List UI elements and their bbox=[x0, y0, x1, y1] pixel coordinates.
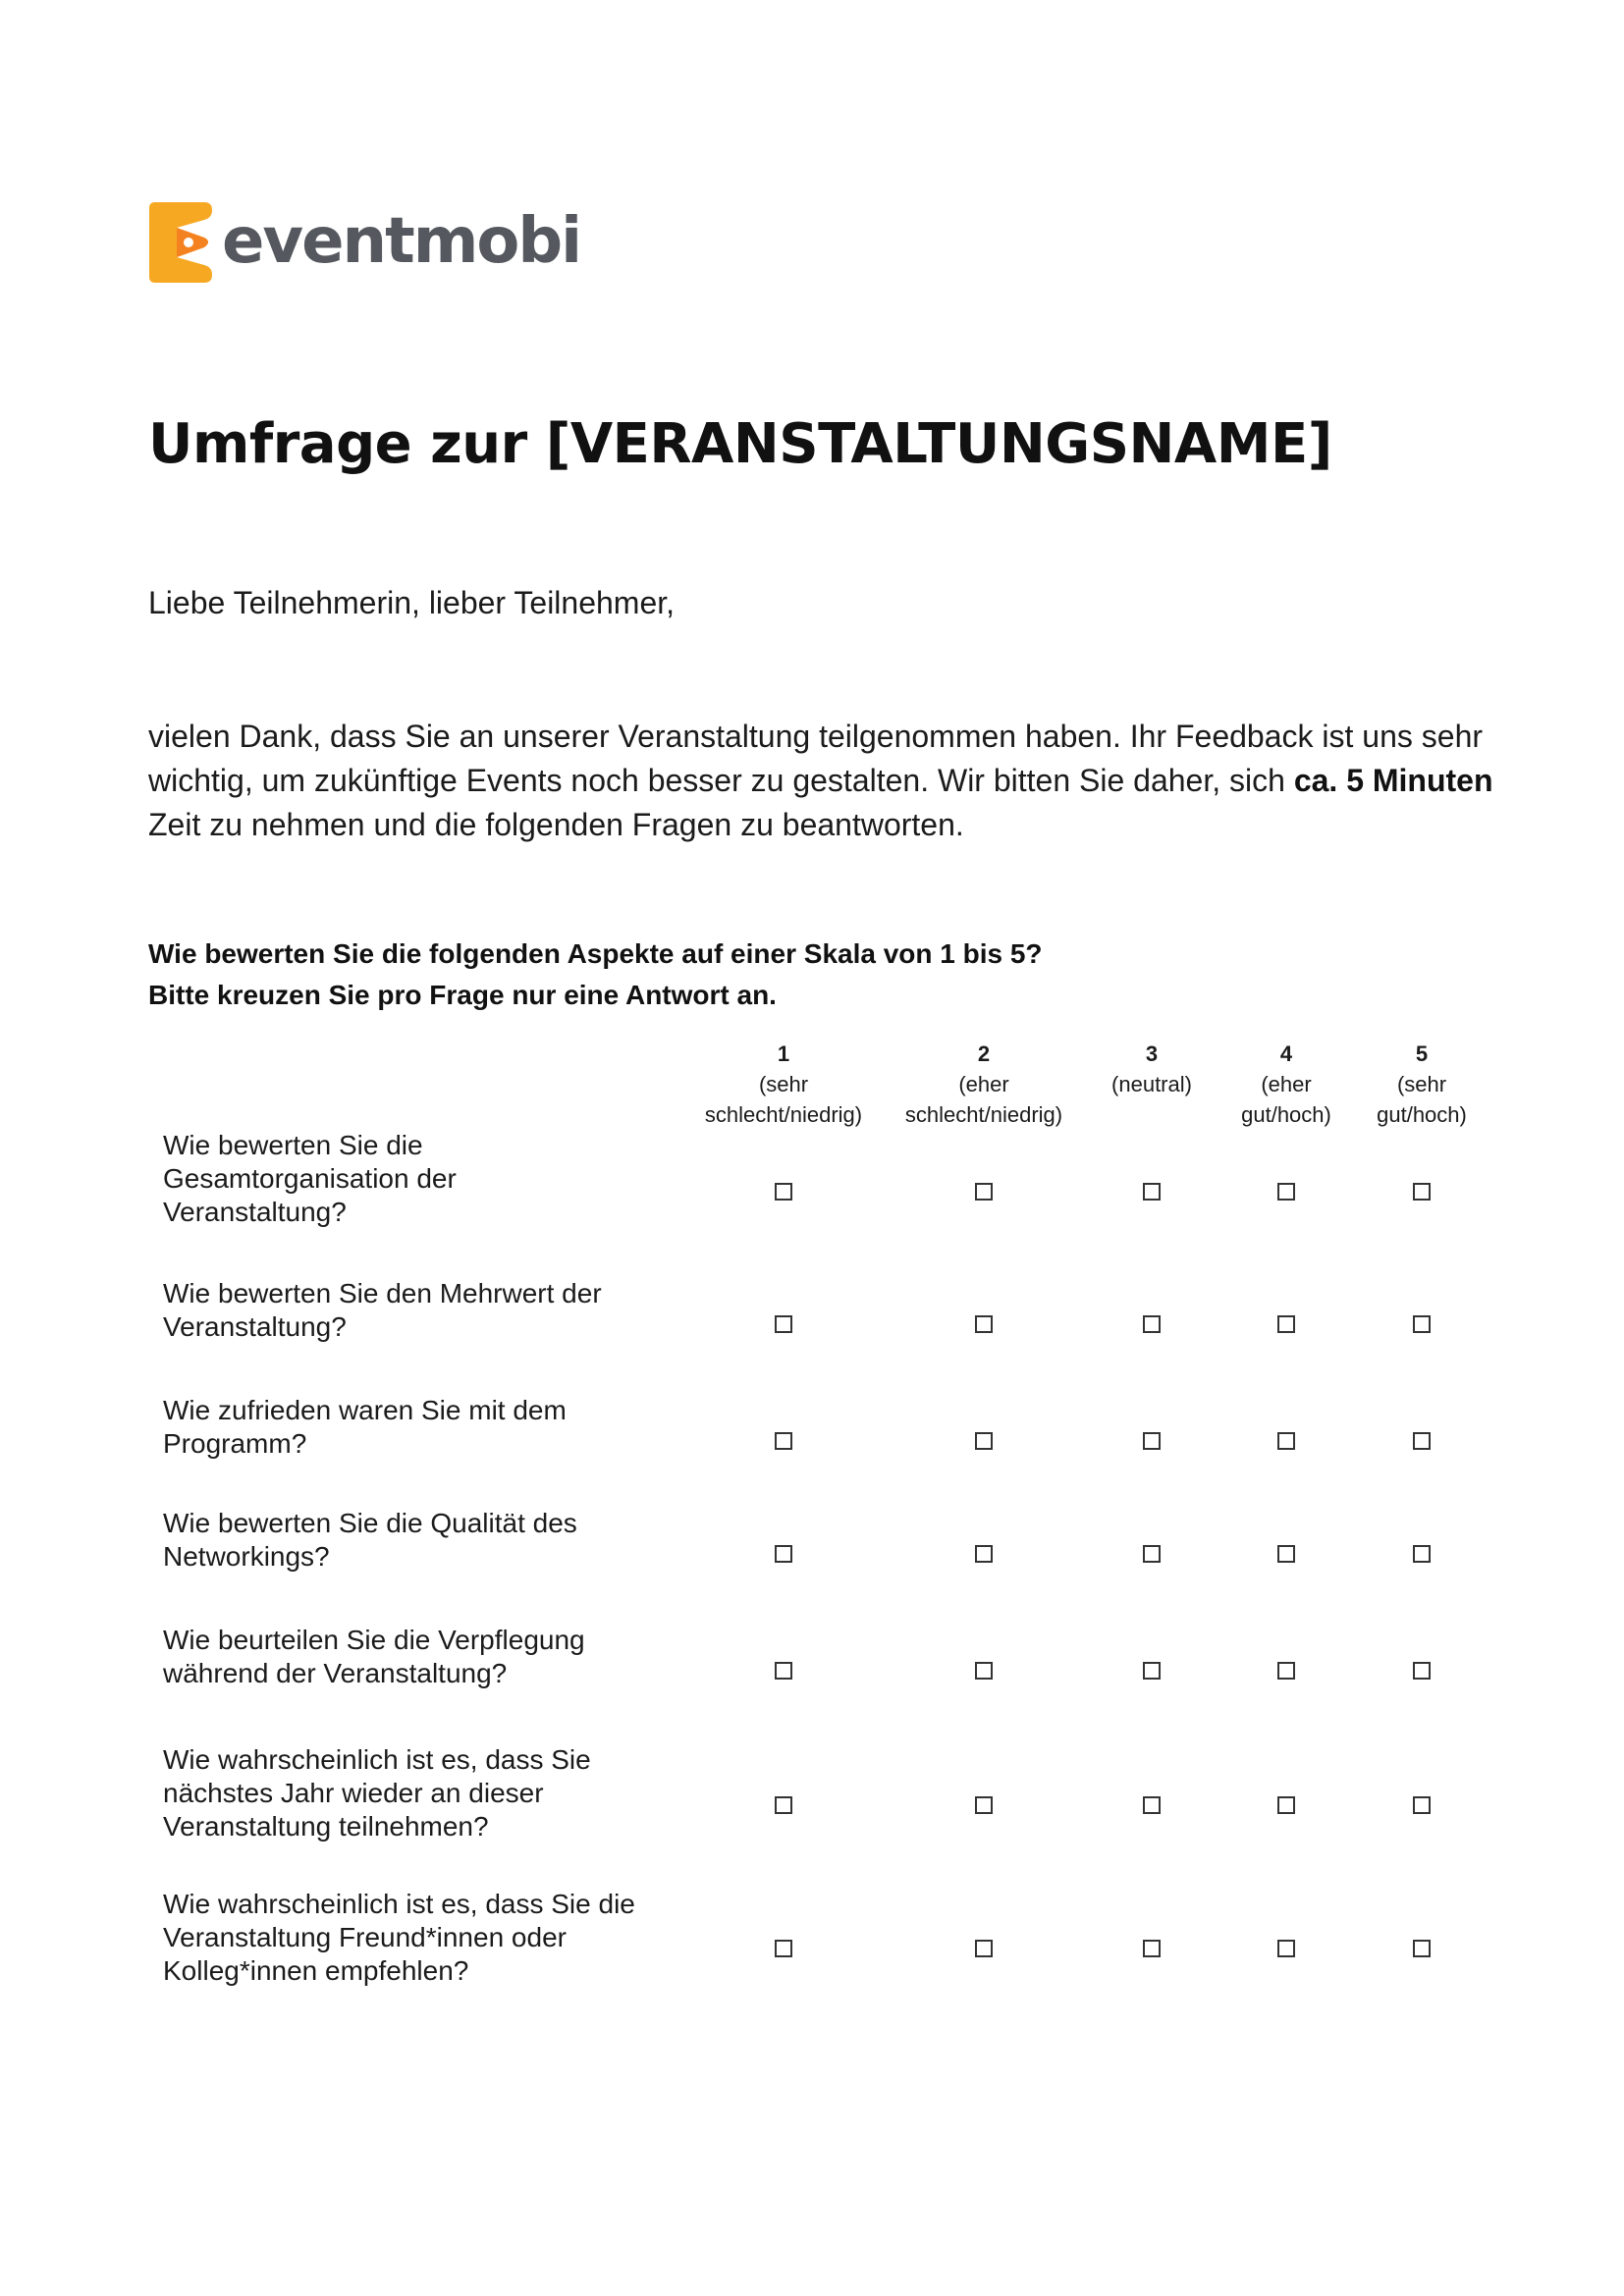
scale-number: 5 bbox=[1415, 1041, 1429, 1066]
rating-checkbox-4[interactable] bbox=[1277, 1940, 1295, 1957]
rating-checkbox-4[interactable] bbox=[1277, 1796, 1295, 1814]
scale-header-1 bbox=[685, 1039, 882, 1130]
rating-checkbox-3[interactable] bbox=[1143, 1432, 1161, 1450]
intro-part1: vielen Dank, dass Sie an unserer Veranstaltung teilgenommen haben. Ihr Feedback ist uns sehr wichtig, um zukünftige Events noch besser zu gestalten. Wir bitten Sie daher, sich bbox=[148, 719, 1484, 798]
rating-checkbox-3[interactable] bbox=[1143, 1545, 1161, 1563]
rating-checkbox-5[interactable] bbox=[1413, 1183, 1431, 1201]
question-text: Wie zufrieden waren Sie mit dem Programm? bbox=[163, 1395, 567, 1459]
eventmobi-logo-mark-icon bbox=[147, 198, 218, 285]
rating-checkbox-3[interactable] bbox=[1143, 1315, 1161, 1333]
rating-instructions bbox=[148, 934, 1043, 1016]
scale-number: 2 bbox=[977, 1041, 991, 1066]
scale-description: (neutral) bbox=[1111, 1072, 1192, 1096]
scale-header-5 bbox=[1324, 1039, 1520, 1130]
rating-checkbox-1[interactable] bbox=[775, 1796, 792, 1814]
rating-checkbox-3[interactable] bbox=[1143, 1662, 1161, 1680]
question-text: Wie wahrscheinlich ist es, dass Sie nächstes Jahr wieder an dieser Veranstaltung teilnehmen? bbox=[163, 1744, 591, 1842]
rating-checkbox-4[interactable] bbox=[1277, 1545, 1295, 1563]
rating-checkbox-3[interactable] bbox=[1143, 1940, 1161, 1957]
greeting: Liebe Teilnehmerin, lieber Teilnehmer, bbox=[148, 585, 676, 620]
rating-checkbox-1[interactable] bbox=[775, 1432, 792, 1450]
rating-checkbox-2[interactable] bbox=[975, 1545, 993, 1563]
page-title: Umfrage zur [VERANSTALTUNGSNAME] bbox=[148, 412, 1332, 476]
scale-number: 4 bbox=[1279, 1041, 1293, 1066]
intro-part2: Zeit zu nehmen und die folgenden Fragen zu beantworten. bbox=[148, 807, 964, 842]
rating-checkbox-2[interactable] bbox=[975, 1315, 993, 1333]
rating-checkbox-3[interactable] bbox=[1143, 1796, 1161, 1814]
instructions-line2: Bitte kreuzen Sie pro Frage nur eine Antwort an. bbox=[148, 980, 777, 1010]
question-text: Wie bewerten Sie die Gesamtorganisation der Veranstaltung? bbox=[163, 1130, 457, 1227]
rating-checkbox-1[interactable] bbox=[775, 1940, 792, 1957]
question-text: Wie beurteilen Sie die Verpflegung während der Veranstaltung? bbox=[163, 1625, 585, 1688]
rating-checkbox-5[interactable] bbox=[1413, 1545, 1431, 1563]
question-text: Wie wahrscheinlich ist es, dass Sie die Veranstaltung Freund*innen oder Kolleg*innen empfehlen? bbox=[163, 1889, 635, 1986]
rating-checkbox-5[interactable] bbox=[1413, 1662, 1431, 1680]
rating-checkbox-3[interactable] bbox=[1143, 1183, 1161, 1201]
rating-checkbox-1[interactable] bbox=[775, 1545, 792, 1563]
rating-checkbox-1[interactable] bbox=[775, 1315, 792, 1333]
scale-number: 3 bbox=[1145, 1041, 1159, 1066]
instructions-line1: Wie bewerten Sie die folgenden Aspekte auf einer Skala von 1 bis 5? bbox=[148, 938, 1043, 969]
rating-checkbox-2[interactable] bbox=[975, 1940, 993, 1957]
rating-checkbox-2[interactable] bbox=[975, 1662, 993, 1680]
scale-description: (sehr gut/hoch) bbox=[1377, 1072, 1467, 1127]
rating-checkbox-1[interactable] bbox=[775, 1662, 792, 1680]
rating-checkbox-5[interactable] bbox=[1413, 1432, 1431, 1450]
scale-description: (eher schlecht/niedrig) bbox=[904, 1072, 1063, 1127]
scale-header-2 bbox=[886, 1039, 1082, 1130]
rating-checkbox-5[interactable] bbox=[1413, 1940, 1431, 1957]
rating-checkbox-4[interactable] bbox=[1277, 1183, 1295, 1201]
rating-checkbox-5[interactable] bbox=[1413, 1315, 1431, 1333]
brand-name: eventmobi bbox=[222, 205, 581, 278]
intro-text bbox=[148, 715, 1503, 847]
eventmobi-logo bbox=[147, 196, 580, 287]
intro-bold: ca. 5 Minuten bbox=[1293, 763, 1493, 798]
question-text: Wie bewerten Sie die Qualität des Networkings? bbox=[163, 1508, 577, 1572]
rating-checkbox-2[interactable] bbox=[975, 1796, 993, 1814]
rating-checkbox-4[interactable] bbox=[1277, 1662, 1295, 1680]
scale-description: (eher gut/hoch) bbox=[1241, 1072, 1331, 1127]
scale-description: (sehr schlecht/niedrig) bbox=[704, 1072, 863, 1127]
rating-checkbox-4[interactable] bbox=[1277, 1315, 1295, 1333]
question-text: Wie bewerten Sie den Mehrwert der Veranstaltung? bbox=[163, 1278, 602, 1342]
rating-checkbox-4[interactable] bbox=[1277, 1432, 1295, 1450]
scale-number: 1 bbox=[777, 1041, 790, 1066]
rating-checkbox-1[interactable] bbox=[775, 1183, 792, 1201]
rating-checkbox-2[interactable] bbox=[975, 1432, 993, 1450]
rating-checkbox-5[interactable] bbox=[1413, 1796, 1431, 1814]
rating-checkbox-2[interactable] bbox=[975, 1183, 993, 1201]
